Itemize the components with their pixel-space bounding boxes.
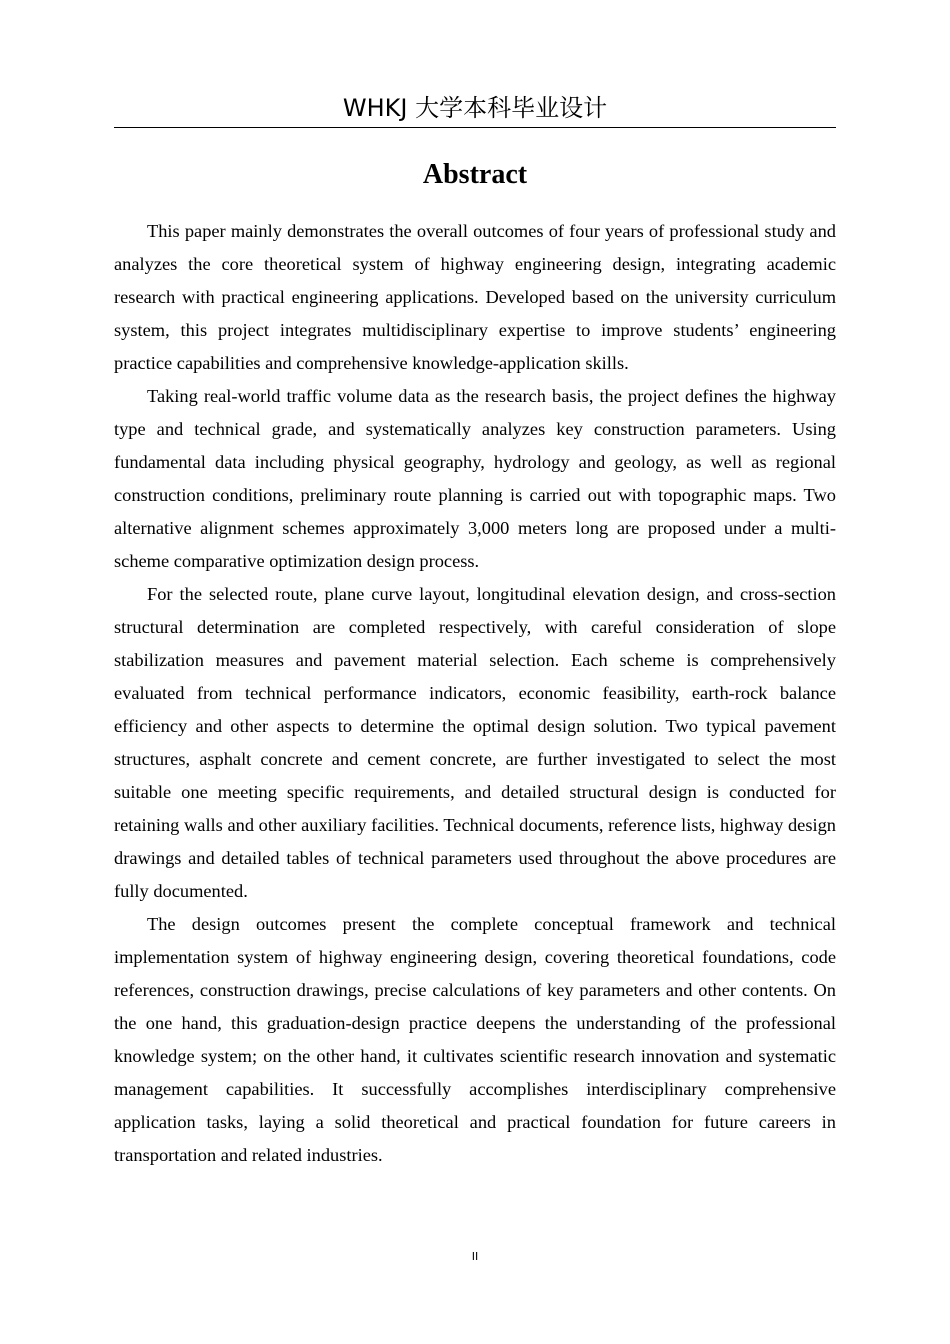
- page-header-title: WHKJ 大学本科毕业设计: [342, 94, 608, 122]
- abstract-body: [114, 215, 836, 1172]
- abstract-heading: Abstract: [422, 159, 528, 190]
- abstract-paragraph-3: For the selected route, plane curve layout, longitudinal elevation design, and cross-section structural determination are completed respectively, with careful consideration of slope stabilization measures and pavement material selection. Each scheme is comprehensively evaluated from technical performance indicators, economic feasibility, earth-rock balance efficiency and other aspects to determine the optimal design solution. Two typical pavement structures, asphalt concrete and cement concrete, are further investigated to select the most suitable one meeting specific requirements, and detailed structural design is conducted for retaining walls and other auxiliary facilities. Technical documents, reference lists, highway design drawings and detailed tables of technical parameters used throughout the above procedures are fully documented.: [114, 584, 836, 901]
- abstract-paragraph-4: The design outcomes present the complete conceptual framework and technical implementation system of highway engineering design, covering theoretical foundations, code references, construction drawings, precise calculations of key parameters and other contents. On the one hand, this graduation-design practice deepens the understanding of the professional knowledge system; on the other hand, it cultivates scientific research innovation and systematic management capabilities. It successfully accomplishes interdisciplinary comprehensive application tasks, laying a solid theoretical and practical foundation for future careers in transportation and related industries.: [114, 914, 836, 1165]
- header-divider: [114, 127, 836, 128]
- abstract-paragraph-1: This paper mainly demonstrates the overall outcomes of four years of professional study and analyzes the core theoretical system of highway engineering design, integrating academic research with practical engineering applications. Developed based on the university curriculum system, this project integrates multidisciplinary expertise to improve students’ engineering practice capabilities and comprehensive knowledge-application skills.: [114, 221, 836, 373]
- page-number: II: [471, 1250, 479, 1263]
- abstract-paragraph-2: Taking real-world traffic volume data as the research basis, the project defines the highway type and technical grade, and systematically analyzes key construction parameters. Using fundamental data including physical geography, hydrology and geology, as well as regional construction conditions, preliminary route planning is carried out with topographic maps. Two alternative alignment schemes approximately 3,000 meters long are proposed under a multi-scheme comparative optimization design process.: [114, 386, 836, 571]
